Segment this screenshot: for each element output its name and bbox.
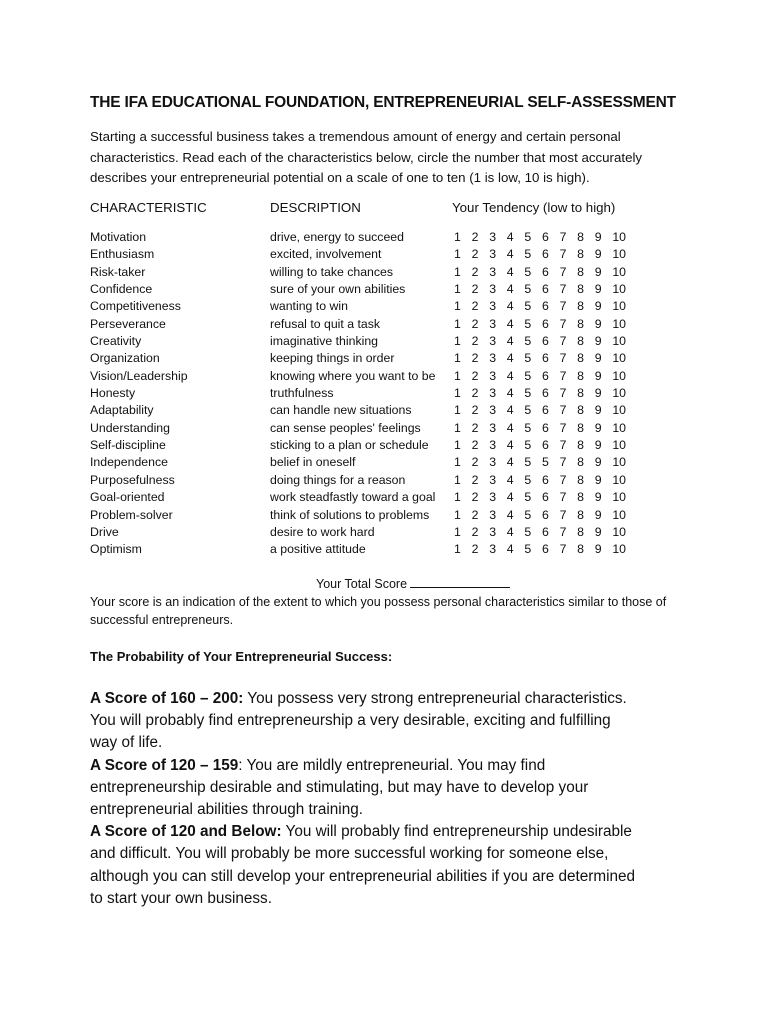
scale-number[interactable]: 4 [506, 524, 514, 539]
scale-number[interactable]: 8 [577, 368, 584, 383]
scale-number[interactable]: 3 [489, 455, 497, 470]
tendency-scale [454, 264, 630, 281]
scale-number[interactable]: 6 [541, 490, 549, 505]
scale-number[interactable]: 9 [594, 351, 602, 366]
scale-number[interactable]: 4 [506, 264, 514, 279]
description-cell: can sense peoples' feelings [270, 420, 421, 435]
scale-number[interactable]: 6 [541, 316, 549, 331]
scale-number[interactable]: 4 [506, 472, 514, 487]
tendency-scale [454, 489, 630, 506]
scale-number[interactable]: 5 [524, 490, 532, 505]
scale-number[interactable]: 1 [454, 507, 461, 522]
scale-number[interactable]: 7 [559, 524, 567, 539]
tendency-scale [454, 350, 630, 367]
characteristic-cell: Creativity [90, 334, 142, 349]
total-score-blank[interactable] [410, 576, 510, 588]
scale-number[interactable]: 1 [454, 264, 461, 279]
scale-number[interactable]: 10 [612, 386, 627, 401]
tendency-scale [454, 281, 630, 298]
scale-number[interactable]: 3 [489, 316, 497, 331]
scale-number[interactable]: 4 [506, 230, 514, 244]
scale-number[interactable]: 5 [524, 316, 532, 331]
description-cell: belief in oneself [270, 455, 356, 470]
score-text: You will probably find entrepreneurship a very desirable, exciting and fulfilling [90, 712, 611, 730]
scale-number[interactable]: 7 [559, 386, 567, 401]
scale-number[interactable]: 9 [594, 507, 602, 522]
scale-number[interactable]: 2 [471, 316, 479, 331]
tendency-scale [454, 507, 630, 524]
scale-number[interactable]: 5 [524, 438, 532, 453]
description-cell: truthfulness [270, 386, 334, 401]
score-line [90, 843, 700, 865]
scale-number[interactable]: 7 [559, 403, 567, 418]
scale-number[interactable]: 6 [541, 334, 549, 349]
note-line: successful entrepreneurs. [90, 612, 234, 627]
scale-number[interactable]: 3 [489, 438, 497, 453]
tendency-scale [454, 437, 630, 454]
characteristic-cell: Organization [90, 351, 160, 366]
header-description: DESCRIPTION [270, 200, 361, 215]
scale-number[interactable]: 8 [577, 403, 584, 418]
scale-number[interactable]: 1 [454, 386, 461, 401]
tendency-scale [454, 541, 630, 558]
scale-number[interactable]: 6 [541, 420, 549, 435]
score-line [90, 821, 700, 843]
scale-number[interactable]: 5 [524, 299, 532, 314]
characteristic-cell: Confidence [90, 282, 153, 297]
scale-number[interactable]: 5 [524, 247, 532, 262]
characteristic-cell: Purposefulness [90, 472, 175, 487]
characteristic-cell: Independence [90, 455, 168, 470]
scale-number[interactable]: 1 [454, 420, 461, 435]
scale-number[interactable]: 6 [541, 403, 549, 418]
scale-number[interactable]: 7 [559, 507, 567, 522]
description-cell: desire to work hard [270, 524, 375, 539]
description-cell: drive, energy to succeed [270, 230, 404, 244]
note-line: Your score is an indication of the extent to which you possess personal characteristics similar to those of [90, 595, 667, 609]
scale-number[interactable]: 7 [559, 438, 567, 453]
score-text: although you can still develop your entrepreneurial abilities if you are determined [90, 867, 636, 885]
scale-number[interactable]: 4 [506, 282, 514, 297]
scale-number[interactable]: 3 [489, 507, 497, 522]
score-text: entrepreneurship desirable and stimulating, but may have to develop your [90, 778, 589, 796]
scale-number[interactable]: 9 [594, 542, 602, 557]
scale-number[interactable]: 1 [454, 316, 461, 331]
scale-number[interactable]: 1 [454, 524, 461, 539]
scale-number[interactable]: 5 [541, 455, 549, 470]
characteristic-cell: Honesty [90, 386, 136, 401]
scale-number[interactable]: 5 [524, 230, 532, 244]
characteristic-cell: Perseverance [90, 316, 166, 331]
description-cell: sure of your own abilities [270, 282, 406, 297]
tendency-scale [454, 420, 630, 437]
intro-paragraph [90, 127, 690, 189]
description-cell: think of solutions to problems [270, 507, 430, 522]
header-characteristic: CHARACTERISTIC [90, 200, 207, 215]
scale-number[interactable]: 3 [489, 351, 497, 366]
score-text: to start your own business. [90, 889, 272, 907]
scale-number[interactable]: 6 [541, 524, 549, 539]
scale-number[interactable]: 5 [524, 403, 532, 418]
scale-number[interactable]: 6 [541, 299, 549, 314]
scale-number[interactable]: 2 [471, 455, 479, 470]
scale-number[interactable]: 8 [577, 264, 584, 279]
scale-number[interactable]: 4 [506, 403, 514, 418]
intro-line: characteristics. Read each of the characteristics below, circle the number that most accurately [90, 149, 643, 165]
scale-number[interactable]: 2 [471, 282, 479, 297]
scale-number[interactable]: 4 [506, 368, 514, 383]
characteristic-cell: Problem-solver [90, 507, 173, 522]
scale-number[interactable]: 8 [577, 507, 584, 522]
header-tendency: Your Tendency (low to high) [452, 200, 616, 215]
scale-number[interactable]: 4 [506, 351, 514, 366]
total-score [316, 576, 510, 591]
score-line [90, 688, 700, 710]
scale-number[interactable]: 6 [541, 282, 549, 297]
scale-number[interactable]: 3 [489, 368, 497, 383]
scale-number[interactable]: 1 [454, 351, 461, 366]
scale-number[interactable]: 2 [471, 490, 479, 505]
intro-line: Starting a successful business takes a tremendous amount of energy and certain personal [90, 129, 621, 144]
scale-number[interactable]: 6 [541, 264, 549, 279]
scale-number[interactable]: 10 [612, 524, 627, 539]
scale-number[interactable]: 9 [594, 316, 602, 331]
scale-number[interactable]: 3 [489, 299, 497, 314]
scale-number[interactable]: 3 [489, 524, 497, 539]
score-line [90, 755, 700, 777]
scale-number[interactable]: 10 [612, 351, 627, 366]
characteristic-cell: Drive [90, 524, 119, 539]
scale-number[interactable]: 3 [489, 403, 497, 418]
scale-number[interactable]: 1 [454, 542, 461, 557]
scale-number[interactable]: 10 [612, 299, 627, 314]
scale-number[interactable]: 6 [541, 472, 549, 487]
scale-number[interactable]: 3 [489, 334, 497, 349]
tendency-scale [454, 472, 630, 489]
scale-number[interactable]: 7 [559, 264, 567, 279]
scale-number[interactable]: 8 [577, 472, 584, 487]
scale-number[interactable]: 2 [471, 264, 479, 279]
scale-number[interactable]: 6 [541, 507, 549, 522]
scale-number[interactable]: 4 [506, 455, 514, 470]
scale-number[interactable]: 7 [559, 455, 567, 470]
characteristic-cell: Enthusiasm [90, 247, 155, 262]
tendency-scale [454, 454, 630, 471]
scale-number[interactable]: 5 [524, 386, 532, 401]
scale-number[interactable]: 1 [454, 472, 461, 487]
scale-number[interactable]: 7 [559, 490, 567, 505]
scale-number[interactable]: 10 [612, 282, 627, 297]
scale-number[interactable]: 10 [612, 507, 627, 522]
scale-number[interactable]: 4 [506, 386, 514, 401]
scale-number[interactable]: 2 [471, 524, 479, 539]
score-line [90, 888, 700, 910]
scale-number[interactable]: 4 [506, 420, 514, 435]
scale-number[interactable]: 7 [559, 247, 567, 262]
scale-number[interactable]: 5 [524, 420, 532, 435]
tendency-scale [454, 246, 630, 263]
description-cell: sticking to a plan or schedule [270, 438, 429, 453]
scale-number[interactable]: 1 [454, 368, 461, 383]
scale-number[interactable]: 10 [612, 403, 627, 418]
scale-number[interactable]: 2 [471, 230, 479, 244]
scale-number[interactable]: 5 [524, 368, 532, 383]
description-cell: a positive attitude [270, 542, 366, 557]
scale-number[interactable]: 2 [471, 351, 479, 366]
scale-number[interactable]: 3 [489, 230, 497, 244]
scale-number[interactable]: 4 [506, 316, 514, 331]
scale-number[interactable]: 9 [594, 299, 602, 314]
scale-number[interactable]: 9 [594, 438, 602, 453]
scale-number[interactable]: 2 [471, 403, 479, 418]
scale-number[interactable]: 2 [471, 334, 479, 349]
scale-number[interactable]: 9 [594, 524, 602, 539]
scale-number[interactable]: 8 [577, 230, 584, 244]
scale-number[interactable]: 7 [559, 299, 567, 314]
scale-number[interactable]: 10 [612, 334, 627, 349]
scale-number[interactable]: 8 [577, 542, 584, 557]
scale-number[interactable]: 8 [577, 351, 584, 366]
scale-number[interactable]: 4 [506, 490, 514, 505]
scale-number[interactable]: 10 [612, 420, 627, 435]
score-text: You will probably find entrepreneurship undesirable [281, 823, 632, 841]
scale-number[interactable]: 1 [454, 299, 461, 314]
scale-number[interactable]: 8 [577, 420, 584, 435]
intro-line: describes your entrepreneurial potential on a scale of one to ten (1 is low, 10 is high). [90, 170, 590, 185]
scale-number[interactable]: 5 [524, 472, 532, 487]
scale-number[interactable]: 5 [524, 351, 532, 366]
characteristic-cell: Understanding [90, 420, 170, 435]
scale-number[interactable]: 7 [559, 334, 567, 349]
description-cell: keeping things in order [270, 351, 395, 366]
scale-number[interactable]: 3 [489, 386, 497, 401]
scale-number[interactable]: 8 [577, 524, 584, 539]
scale-number[interactable]: 2 [471, 368, 479, 383]
scale-number[interactable]: 8 [577, 334, 584, 349]
scale-number[interactable]: 9 [594, 490, 602, 505]
characteristic-cell: Goal-oriented [90, 490, 165, 505]
scale-number[interactable]: 9 [594, 403, 602, 418]
characteristic-cell: Vision/Leadership [90, 368, 188, 383]
scale-number[interactable]: 9 [594, 230, 602, 244]
scale-number[interactable]: 7 [559, 316, 567, 331]
scale-number[interactable]: 7 [559, 542, 567, 557]
description-cell: excited, involvement [270, 247, 382, 262]
scale-number[interactable]: 5 [524, 455, 532, 470]
scale-number[interactable]: 10 [612, 264, 627, 279]
scale-number[interactable]: 10 [612, 490, 627, 505]
tendency-scale [454, 298, 630, 315]
scale-number[interactable]: 9 [594, 334, 602, 349]
score-line [90, 799, 700, 821]
scale-number[interactable]: 6 [541, 247, 549, 262]
description-cell: refusal to quit a task [270, 316, 381, 331]
scale-number[interactable]: 1 [454, 334, 461, 349]
characteristic-cell: Adaptability [90, 403, 154, 418]
scale-number[interactable]: 4 [506, 507, 514, 522]
scale-number[interactable]: 9 [594, 420, 602, 435]
scale-number[interactable]: 7 [559, 368, 567, 383]
scale-number[interactable]: 10 [612, 230, 627, 244]
description-cell: wanting to win [270, 299, 348, 314]
score-line [90, 732, 700, 754]
tendency-scale [454, 368, 630, 385]
scale-number[interactable]: 3 [489, 542, 497, 557]
probability-heading: The Probability of Your Entrepreneurial Success: [90, 649, 393, 664]
characteristic-cell: Self-discipline [90, 438, 166, 453]
scale-number[interactable]: 4 [506, 299, 514, 314]
total-score-label: Your Total Score [316, 577, 408, 591]
scale-number[interactable]: 7 [559, 472, 567, 487]
scale-number[interactable]: 1 [454, 282, 461, 297]
scale-number[interactable]: 8 [577, 316, 584, 331]
scale-number[interactable]: 6 [541, 230, 549, 244]
scale-number[interactable]: 3 [489, 472, 497, 487]
score-range-label: A Score of 120 and Below: [90, 823, 282, 841]
scale-number[interactable]: 2 [471, 420, 479, 435]
scale-number[interactable]: 4 [506, 542, 514, 557]
score-line [90, 866, 700, 888]
scale-number[interactable]: 1 [454, 247, 461, 262]
scale-number[interactable]: 1 [454, 455, 461, 470]
scale-number[interactable]: 7 [559, 230, 567, 244]
tendency-scale [454, 333, 630, 350]
description-cell: willing to take chances [270, 264, 394, 279]
scale-number[interactable]: 3 [489, 264, 497, 279]
characteristic-cell: Optimism [90, 542, 142, 557]
scale-number[interactable]: 9 [594, 386, 602, 401]
scale-number[interactable]: 5 [524, 542, 532, 557]
description-cell: doing things for a reason [270, 472, 406, 487]
scale-number[interactable]: 8 [577, 282, 584, 297]
scale-number[interactable]: 10 [612, 455, 627, 470]
description-cell: knowing where you want to be [270, 368, 436, 383]
scale-number[interactable]: 7 [559, 420, 567, 435]
scale-number[interactable]: 2 [471, 542, 479, 557]
scale-number[interactable]: 2 [471, 386, 479, 401]
scale-number[interactable]: 6 [541, 386, 549, 401]
scale-number[interactable]: 8 [577, 490, 584, 505]
scale-number[interactable]: 9 [594, 282, 602, 297]
scale-number[interactable]: 2 [471, 507, 479, 522]
scale-number[interactable]: 8 [577, 455, 584, 470]
scale-number[interactable]: 10 [612, 247, 627, 262]
scale-number[interactable]: 5 [524, 524, 532, 539]
score-range-label: A Score of 160 – 200: [90, 690, 244, 707]
scale-number[interactable]: 6 [541, 351, 549, 366]
description-cell: imaginative thinking [270, 334, 379, 349]
scale-number[interactable]: 3 [489, 247, 497, 262]
scale-number[interactable]: 10 [612, 542, 627, 557]
scale-number[interactable]: 2 [471, 438, 479, 453]
scale-number[interactable]: 7 [559, 282, 567, 297]
score-line [90, 777, 700, 799]
scale-number[interactable]: 3 [489, 282, 497, 297]
score-text: way of life. [90, 734, 163, 752]
scale-number[interactable]: 4 [506, 247, 514, 262]
scale-number[interactable]: 8 [577, 299, 584, 314]
scale-number[interactable]: 10 [612, 438, 627, 453]
characteristic-cell: Risk-taker [90, 264, 146, 279]
description-cell: can handle new situations [270, 403, 412, 418]
scale-number[interactable]: 5 [524, 507, 532, 522]
characteristic-cell: Competitiveness [90, 299, 181, 314]
scale-number[interactable]: 6 [541, 542, 549, 557]
scale-number[interactable]: 6 [541, 438, 549, 453]
scale-number[interactable]: 10 [612, 368, 627, 383]
scale-number[interactable]: 1 [454, 230, 461, 244]
scale-number[interactable]: 8 [577, 438, 584, 453]
scale-number[interactable]: 1 [454, 438, 461, 453]
tendency-scale [454, 316, 630, 333]
scale-number[interactable]: 9 [594, 264, 602, 279]
score-text: entrepreneurial abilities through training. [90, 801, 363, 819]
scale-number[interactable]: 8 [577, 247, 584, 262]
tendency-scale [454, 385, 630, 402]
score-range-label: A Score of 120 – 159 [90, 756, 239, 774]
scale-number[interactable]: 9 [594, 368, 602, 383]
score-interpretations [90, 688, 700, 910]
scale-number[interactable]: 4 [506, 334, 514, 349]
scale-number[interactable]: 5 [524, 282, 532, 297]
page-title: THE IFA EDUCATIONAL FOUNDATION, ENTREPRENEURIAL SELF-ASSESSMENT [90, 94, 676, 111]
score-text: You possess very strong entrepreneurial characteristics. [243, 690, 627, 707]
score-text: and difficult. You will probably be more successful working for someone else, [90, 845, 609, 863]
scale-number[interactable]: 9 [594, 472, 602, 487]
scale-number[interactable]: 5 [524, 264, 532, 279]
scale-number[interactable]: 10 [612, 316, 627, 331]
tendency-scale [454, 229, 630, 246]
scale-number[interactable]: 6 [541, 368, 549, 383]
scale-number[interactable]: 8 [577, 386, 584, 401]
scale-number[interactable]: 3 [489, 490, 497, 505]
description-cell: work steadfastly toward a goal [270, 490, 436, 505]
score-note [90, 594, 690, 629]
score-line [90, 710, 700, 732]
scale-number[interactable]: 5 [524, 334, 532, 349]
scale-number[interactable]: 1 [454, 490, 461, 505]
tendency-scale [454, 402, 630, 419]
scale-number[interactable]: 9 [594, 455, 602, 470]
scale-number[interactable]: 4 [506, 438, 514, 453]
scale-number[interactable]: 7 [559, 351, 567, 366]
scale-number[interactable]: 2 [471, 247, 479, 262]
scale-number[interactable]: 10 [612, 472, 627, 487]
scale-number[interactable]: 2 [471, 472, 479, 487]
scale-number[interactable]: 9 [594, 247, 602, 262]
characteristic-cell: Motivation [90, 230, 147, 244]
scale-number[interactable]: 1 [454, 403, 461, 418]
score-text: : You are mildly entrepreneurial. You may find [238, 756, 546, 774]
tendency-scale [454, 524, 630, 541]
scale-number[interactable]: 3 [489, 420, 497, 435]
scale-number[interactable]: 2 [471, 299, 479, 314]
